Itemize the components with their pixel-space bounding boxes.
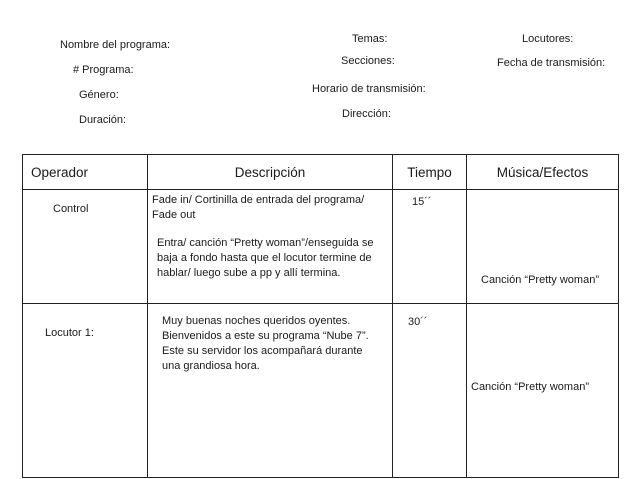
- operator-cell: [23, 190, 148, 304]
- time-text: 30´´: [408, 316, 428, 328]
- description-cell: [148, 190, 393, 304]
- time-cell: [393, 304, 467, 478]
- broadcast-date-label: Fecha de transmisión:: [497, 57, 606, 69]
- description-cell: [148, 304, 393, 478]
- address-label: Dirección:: [342, 108, 391, 120]
- script-table: [22, 154, 619, 478]
- operator-text: Locutor 1:: [45, 327, 94, 339]
- music-cell: [467, 304, 619, 478]
- column-header-operator: Operador: [23, 155, 148, 190]
- hosts-label: Locutores:: [522, 33, 574, 45]
- genre-label: Género:: [79, 89, 119, 101]
- table-row: [23, 304, 619, 478]
- sections-label: Secciones:: [341, 55, 395, 67]
- operator-text: Control: [53, 203, 89, 215]
- description-text: Fade in/ Cortinilla de entrada del programa/ Fade out: [152, 194, 365, 221]
- duration-label: Duración:: [79, 114, 127, 126]
- column-header-time: Tiempo: [393, 155, 467, 190]
- time-cell: [393, 190, 467, 304]
- program-name-label: Nombre del programa:: [60, 39, 171, 51]
- music-text: Canción “Pretty woman”: [481, 274, 599, 286]
- broadcast-schedule-label: Horario de transmisión:: [312, 83, 426, 95]
- program-number-label: # Programa:: [73, 64, 134, 76]
- description-text: Entra/ canción “Pretty woman”/enseguida se baja a fondo hasta que el locutor termine de hablar/ luego sube a pp y allí termina.: [157, 237, 374, 279]
- topics-label: Temas:: [352, 33, 388, 45]
- column-header-music: Música/Efectos: [467, 155, 619, 190]
- description-text: Muy buenas noches queridos oyentes. Bienvenidos a este su programa “Nube 7”. Este su servidor los acompañará durante una grandiosa hora.: [162, 315, 369, 372]
- table-header-row: [23, 155, 619, 190]
- music-cell: [467, 190, 619, 304]
- column-header-description: Descripción: [148, 155, 393, 190]
- table-row: [23, 190, 619, 304]
- operator-cell: [23, 304, 148, 478]
- time-text: 15´´: [412, 196, 432, 208]
- music-text: Canción “Pretty woman”: [471, 381, 589, 393]
